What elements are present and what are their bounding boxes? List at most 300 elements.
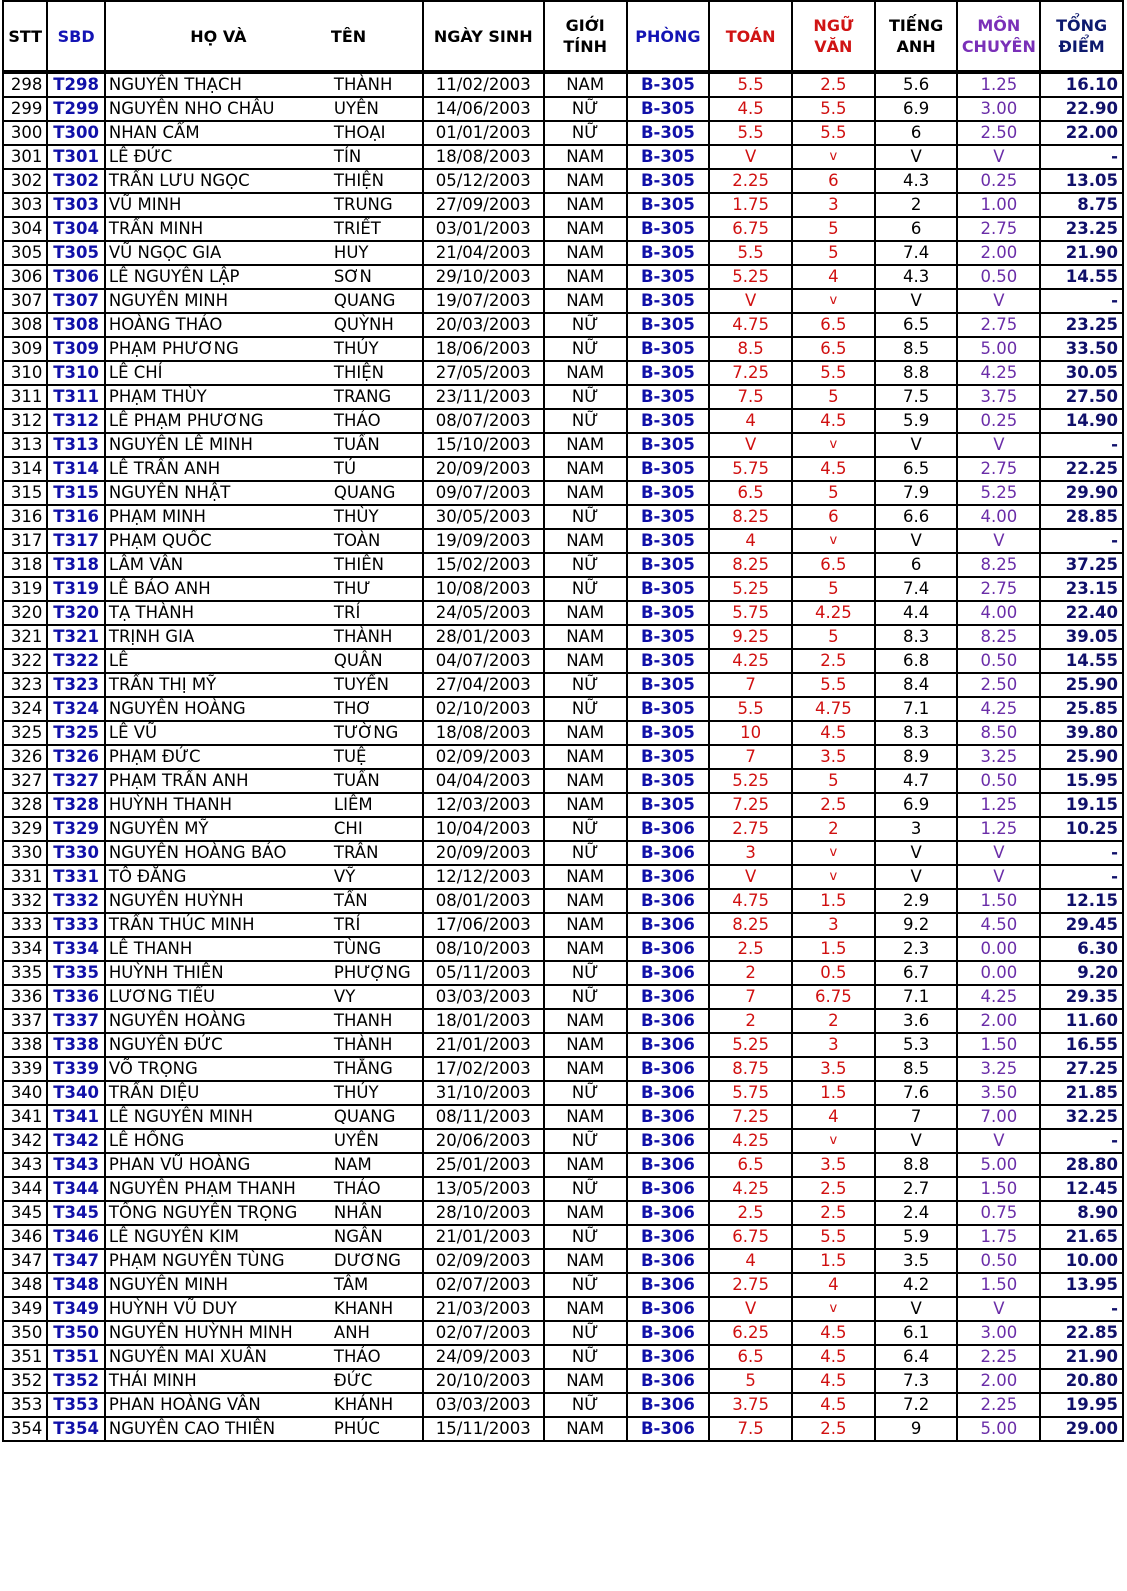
cell-sbd: T353 <box>47 1393 105 1417</box>
cell-mon-chuyen: 2.75 <box>957 217 1040 241</box>
cell-ho-va: TRẦN DIỆU <box>105 1081 331 1105</box>
cell-toan: V <box>709 289 792 313</box>
header-gioi-tinh-line2: TÍNH <box>563 37 607 56</box>
table-row <box>3 961 1123 985</box>
table-row <box>3 1081 1123 1105</box>
cell-ten: TRÍ <box>331 913 423 937</box>
cell-sbd: T335 <box>47 961 105 985</box>
cell-gioi-tinh: NỮ <box>544 313 627 337</box>
cell-sbd: T312 <box>47 409 105 433</box>
cell-stt: 351 <box>3 1345 47 1369</box>
cell-ho-va: LƯƠNG TIỂU <box>105 985 331 1009</box>
table-row <box>3 1273 1123 1297</box>
cell-ho-va: HUỲNH THIÊN <box>105 961 331 985</box>
cell-tieng-anh: 8.9 <box>875 745 958 769</box>
cell-ngay-sinh: 17/02/2003 <box>423 1057 544 1081</box>
cell-ho-va: LÊ VŨ <box>105 721 331 745</box>
cell-ngu-van: 4.75 <box>792 697 875 721</box>
table-row <box>3 72 1123 97</box>
cell-mon-chuyen: 8.25 <box>957 553 1040 577</box>
table-row <box>3 409 1123 433</box>
cell-gioi-tinh: NAM <box>544 889 627 913</box>
cell-stt: 307 <box>3 289 47 313</box>
cell-sbd: T330 <box>47 841 105 865</box>
cell-ten: QUANG <box>331 1105 423 1129</box>
cell-sbd: T342 <box>47 1129 105 1153</box>
table-row <box>3 1417 1123 1441</box>
cell-ngu-van: 4.5 <box>792 1393 875 1417</box>
table-row <box>3 385 1123 409</box>
cell-gioi-tinh: NỮ <box>544 97 627 121</box>
cell-ho-va: VŨ MINH <box>105 193 331 217</box>
cell-ngay-sinh: 02/09/2003 <box>423 745 544 769</box>
table-row <box>3 889 1123 913</box>
cell-ho-va: TÔ ĐĂNG <box>105 865 331 889</box>
cell-ngay-sinh: 12/12/2003 <box>423 865 544 889</box>
cell-gioi-tinh: NAM <box>544 193 627 217</box>
cell-gioi-tinh: NAM <box>544 937 627 961</box>
cell-ten: TUỆ <box>331 745 423 769</box>
cell-phong: B-305 <box>627 793 710 817</box>
cell-sbd: T305 <box>47 241 105 265</box>
cell-tieng-anh: 5.9 <box>875 409 958 433</box>
cell-gioi-tinh: NỮ <box>544 1129 627 1153</box>
table-row <box>3 457 1123 481</box>
cell-gioi-tinh: NAM <box>544 745 627 769</box>
cell-toan: 2 <box>709 961 792 985</box>
cell-ten: TUẤN <box>331 433 423 457</box>
cell-gioi-tinh: NAM <box>544 1249 627 1273</box>
cell-ngu-van: 2 <box>792 817 875 841</box>
cell-sbd: T306 <box>47 265 105 289</box>
cell-tong-diem: 13.95 <box>1040 1273 1123 1297</box>
cell-tieng-anh: 4.4 <box>875 601 958 625</box>
cell-toan: V <box>709 865 792 889</box>
cell-tieng-anh: 8.5 <box>875 337 958 361</box>
cell-ngu-van: 0.5 <box>792 961 875 985</box>
cell-mon-chuyen: V <box>957 841 1040 865</box>
header-phong: PHÒNG <box>627 1 710 72</box>
cell-ten: TÂM <box>331 1273 423 1297</box>
cell-toan: 6.5 <box>709 1345 792 1369</box>
cell-phong: B-305 <box>627 745 710 769</box>
cell-sbd: T347 <box>47 1249 105 1273</box>
cell-tong-diem: - <box>1040 1129 1123 1153</box>
cell-ngu-van: 2.5 <box>792 793 875 817</box>
cell-ngu-van: 1.5 <box>792 1249 875 1273</box>
cell-toan: 4.25 <box>709 1129 792 1153</box>
table-row <box>3 337 1123 361</box>
header-ngay-sinh: NGÀY SINH <box>423 1 544 72</box>
cell-ngay-sinh: 03/01/2003 <box>423 217 544 241</box>
cell-ngay-sinh: 02/10/2003 <box>423 697 544 721</box>
cell-ho-va: TỐNG NGUYỄN TRỌNG <box>105 1201 331 1225</box>
cell-tong-diem: 19.15 <box>1040 793 1123 817</box>
cell-ho-va: NGUYỄN HUỲNH MINH <box>105 1321 331 1345</box>
cell-toan: 7 <box>709 985 792 1009</box>
cell-toan: 6.75 <box>709 217 792 241</box>
cell-phong: B-306 <box>627 985 710 1009</box>
cell-ngay-sinh: 17/06/2003 <box>423 913 544 937</box>
cell-ngay-sinh: 28/10/2003 <box>423 1201 544 1225</box>
cell-gioi-tinh: NỮ <box>544 409 627 433</box>
cell-phong: B-306 <box>627 1297 710 1321</box>
cell-tieng-anh: 6 <box>875 121 958 145</box>
cell-tong-diem: 12.45 <box>1040 1177 1123 1201</box>
cell-ho-va: NGUYỄN PHẠM THANH <box>105 1177 331 1201</box>
cell-stt: 347 <box>3 1249 47 1273</box>
cell-gioi-tinh: NAM <box>544 1033 627 1057</box>
cell-tong-diem: 23.25 <box>1040 217 1123 241</box>
cell-tong-diem: 30.05 <box>1040 361 1123 385</box>
cell-tong-diem: 14.55 <box>1040 649 1123 673</box>
cell-ngay-sinh: 31/10/2003 <box>423 1081 544 1105</box>
cell-ten: THIỆN <box>331 361 423 385</box>
cell-ngay-sinh: 23/11/2003 <box>423 385 544 409</box>
cell-tong-diem: 37.25 <box>1040 553 1123 577</box>
cell-stt: 310 <box>3 361 47 385</box>
cell-toan: 2.75 <box>709 1273 792 1297</box>
cell-sbd: T303 <box>47 193 105 217</box>
cell-toan: 7.25 <box>709 793 792 817</box>
cell-mon-chuyen: V <box>957 865 1040 889</box>
cell-toan: 2.25 <box>709 169 792 193</box>
cell-mon-chuyen: 2.75 <box>957 457 1040 481</box>
cell-tieng-anh: V <box>875 529 958 553</box>
cell-toan: 7.5 <box>709 1417 792 1441</box>
cell-tong-diem: 29.45 <box>1040 913 1123 937</box>
table-row <box>3 1345 1123 1369</box>
cell-sbd: T334 <box>47 937 105 961</box>
header-gioi-tinh <box>544 1 627 72</box>
cell-ngu-van: 6.5 <box>792 553 875 577</box>
cell-ngu-van: 6.5 <box>792 313 875 337</box>
cell-toan: 4.25 <box>709 649 792 673</box>
table-row <box>3 1009 1123 1033</box>
cell-stt: 323 <box>3 673 47 697</box>
cell-ho-va: TẠ THÀNH <box>105 601 331 625</box>
header-tong-diem-line1: TỔNG <box>1056 16 1108 35</box>
table-row <box>3 745 1123 769</box>
cell-ho-va: NHAN CẨM <box>105 121 331 145</box>
cell-toan: 7.25 <box>709 1105 792 1129</box>
cell-ngay-sinh: 18/08/2003 <box>423 145 544 169</box>
cell-phong: B-305 <box>627 601 710 625</box>
cell-phong: B-305 <box>627 313 710 337</box>
cell-mon-chuyen: 5.00 <box>957 337 1040 361</box>
cell-gioi-tinh: NAM <box>544 145 627 169</box>
cell-sbd: T315 <box>47 481 105 505</box>
cell-phong: B-305 <box>627 121 710 145</box>
cell-ho-va: VÕ TRỌNG <box>105 1057 331 1081</box>
cell-phong: B-305 <box>627 241 710 265</box>
cell-mon-chuyen: 0.25 <box>957 169 1040 193</box>
cell-ngu-van: 2.5 <box>792 1177 875 1201</box>
cell-tieng-anh: 6.9 <box>875 793 958 817</box>
cell-phong: B-306 <box>627 1081 710 1105</box>
cell-tieng-anh: 7.1 <box>875 697 958 721</box>
cell-mon-chuyen: 0.50 <box>957 769 1040 793</box>
cell-ngu-van: v <box>792 841 875 865</box>
cell-sbd: T324 <box>47 697 105 721</box>
header-tieng-anh-line1: TIẾNG <box>888 16 944 35</box>
cell-ngu-van: 5 <box>792 241 875 265</box>
cell-ten: THÀNH <box>331 72 423 97</box>
cell-tong-diem: 21.90 <box>1040 241 1123 265</box>
cell-mon-chuyen: 0.50 <box>957 265 1040 289</box>
cell-ho-va: LÊ <box>105 649 331 673</box>
cell-tieng-anh: 6.1 <box>875 1321 958 1345</box>
cell-mon-chuyen: 2.75 <box>957 577 1040 601</box>
cell-ho-va: TRẦN MINH <box>105 217 331 241</box>
cell-sbd: T332 <box>47 889 105 913</box>
cell-ngay-sinh: 18/06/2003 <box>423 337 544 361</box>
table-row <box>3 1105 1123 1129</box>
cell-tong-diem: - <box>1040 145 1123 169</box>
cell-stt: 330 <box>3 841 47 865</box>
cell-gioi-tinh: NỮ <box>544 1393 627 1417</box>
cell-tong-diem: 11.60 <box>1040 1009 1123 1033</box>
cell-ho-va: NGUYỄN HUỲNH <box>105 889 331 913</box>
cell-toan: 10 <box>709 721 792 745</box>
cell-ngu-van: 5 <box>792 769 875 793</box>
cell-toan: 4 <box>709 1249 792 1273</box>
cell-ngu-van: v <box>792 1297 875 1321</box>
cell-tong-diem: 27.25 <box>1040 1057 1123 1081</box>
cell-ho-va: NGUYỄN ĐỨC <box>105 1033 331 1057</box>
cell-tong-diem: 8.75 <box>1040 193 1123 217</box>
cell-ngu-van: 4.25 <box>792 601 875 625</box>
cell-tieng-anh: 2.4 <box>875 1201 958 1225</box>
cell-phong: B-306 <box>627 913 710 937</box>
cell-tieng-anh: V <box>875 289 958 313</box>
cell-gioi-tinh: NỮ <box>544 121 627 145</box>
cell-gioi-tinh: NAM <box>544 241 627 265</box>
cell-ten: TRIẾT <box>331 217 423 241</box>
cell-tieng-anh: 2.7 <box>875 1177 958 1201</box>
cell-toan: 4 <box>709 409 792 433</box>
cell-sbd: T299 <box>47 97 105 121</box>
cell-ngay-sinh: 27/04/2003 <box>423 673 544 697</box>
cell-tong-diem: 39.05 <box>1040 625 1123 649</box>
cell-gioi-tinh: NAM <box>544 529 627 553</box>
cell-tong-diem: 33.50 <box>1040 337 1123 361</box>
cell-ho-va: VŨ NGỌC GIA <box>105 241 331 265</box>
cell-ten: NGÂN <box>331 1225 423 1249</box>
cell-tong-diem: 16.55 <box>1040 1033 1123 1057</box>
cell-ho-va: LÊ CHÍ <box>105 361 331 385</box>
cell-phong: B-305 <box>627 553 710 577</box>
cell-ho-va: HUỲNH VŨ DUY <box>105 1297 331 1321</box>
cell-mon-chuyen: V <box>957 529 1040 553</box>
cell-phong: B-305 <box>627 577 710 601</box>
cell-sbd: T333 <box>47 913 105 937</box>
cell-gioi-tinh: NAM <box>544 289 627 313</box>
cell-gioi-tinh: NAM <box>544 1369 627 1393</box>
cell-ngay-sinh: 11/02/2003 <box>423 72 544 97</box>
cell-ngu-van: 3 <box>792 913 875 937</box>
cell-mon-chuyen: 2.75 <box>957 313 1040 337</box>
cell-ten: QUANG <box>331 481 423 505</box>
cell-stt: 328 <box>3 793 47 817</box>
cell-ten: TÚ <box>331 457 423 481</box>
cell-mon-chuyen: 2.00 <box>957 241 1040 265</box>
cell-tong-diem: 16.10 <box>1040 72 1123 97</box>
cell-ngu-van: 4 <box>792 1105 875 1129</box>
cell-toan: 7 <box>709 745 792 769</box>
cell-ngu-van: 3.5 <box>792 1057 875 1081</box>
cell-tong-diem: 29.35 <box>1040 985 1123 1009</box>
cell-ho-va: NGUYỄN HOÀNG <box>105 1009 331 1033</box>
cell-tieng-anh: 4.2 <box>875 1273 958 1297</box>
cell-stt: 301 <box>3 145 47 169</box>
cell-ho-va: NGUYỄN NHO CHÂU <box>105 97 331 121</box>
cell-mon-chuyen: 4.25 <box>957 361 1040 385</box>
cell-ngu-van: 6 <box>792 169 875 193</box>
cell-mon-chuyen: 4.25 <box>957 697 1040 721</box>
cell-gioi-tinh: NAM <box>544 625 627 649</box>
cell-stt: 324 <box>3 697 47 721</box>
cell-gioi-tinh: NỮ <box>544 841 627 865</box>
header-mon-chuyen-line2: CHUYÊN <box>961 37 1036 56</box>
cell-phong: B-306 <box>627 1321 710 1345</box>
table-row <box>3 1321 1123 1345</box>
cell-sbd: T351 <box>47 1345 105 1369</box>
cell-stt: 312 <box>3 409 47 433</box>
cell-gioi-tinh: NỮ <box>544 1345 627 1369</box>
cell-mon-chuyen: 2.25 <box>957 1393 1040 1417</box>
cell-gioi-tinh: NAM <box>544 1417 627 1441</box>
cell-ngu-van: 2.5 <box>792 1201 875 1225</box>
cell-gioi-tinh: NAM <box>544 481 627 505</box>
table-row <box>3 121 1123 145</box>
cell-ten: TOÀN <box>331 529 423 553</box>
cell-ho-va: LÊ TRẦN ANH <box>105 457 331 481</box>
cell-ngu-van: v <box>792 1129 875 1153</box>
cell-gioi-tinh: NỮ <box>544 505 627 529</box>
cell-stt: 318 <box>3 553 47 577</box>
table-row <box>3 1201 1123 1225</box>
cell-mon-chuyen: 1.50 <box>957 1033 1040 1057</box>
cell-mon-chuyen: 2.50 <box>957 121 1040 145</box>
cell-mon-chuyen: 1.75 <box>957 1225 1040 1249</box>
cell-toan: 4.25 <box>709 1177 792 1201</box>
cell-stt: 343 <box>3 1153 47 1177</box>
cell-phong: B-305 <box>627 145 710 169</box>
table-row <box>3 1393 1123 1417</box>
cell-toan: 7.25 <box>709 361 792 385</box>
cell-tong-diem: 39.80 <box>1040 721 1123 745</box>
cell-tieng-anh: 8.8 <box>875 1153 958 1177</box>
header-stt: STT <box>3 1 47 72</box>
cell-ho-va: LÊ THANH <box>105 937 331 961</box>
cell-tong-diem: 32.25 <box>1040 1105 1123 1129</box>
cell-ho-va: HOÀNG THẢO <box>105 313 331 337</box>
cell-tong-diem: - <box>1040 841 1123 865</box>
cell-phong: B-305 <box>627 649 710 673</box>
cell-ngay-sinh: 21/03/2003 <box>423 1297 544 1321</box>
cell-stt: 303 <box>3 193 47 217</box>
cell-tong-diem: 14.90 <box>1040 409 1123 433</box>
cell-gioi-tinh: NAM <box>544 72 627 97</box>
table-row <box>3 841 1123 865</box>
cell-toan: 4 <box>709 529 792 553</box>
cell-tieng-anh: 7.9 <box>875 481 958 505</box>
cell-mon-chuyen: 0.50 <box>957 1249 1040 1273</box>
cell-ngu-van: 4 <box>792 1273 875 1297</box>
cell-toan: 5 <box>709 1369 792 1393</box>
cell-stt: 346 <box>3 1225 47 1249</box>
cell-mon-chuyen: 3.50 <box>957 1081 1040 1105</box>
cell-sbd: T352 <box>47 1369 105 1393</box>
cell-tieng-anh: 7.6 <box>875 1081 958 1105</box>
cell-ngay-sinh: 10/08/2003 <box>423 577 544 601</box>
cell-tieng-anh: 2 <box>875 193 958 217</box>
cell-stt: 329 <box>3 817 47 841</box>
cell-toan: 5.75 <box>709 457 792 481</box>
cell-stt: 298 <box>3 72 47 97</box>
cell-phong: B-305 <box>627 193 710 217</box>
cell-stt: 332 <box>3 889 47 913</box>
cell-tong-diem: 29.00 <box>1040 1417 1123 1441</box>
cell-ngu-van: 3.5 <box>792 1153 875 1177</box>
table-row <box>3 193 1123 217</box>
cell-gioi-tinh: NAM <box>544 649 627 673</box>
cell-tieng-anh: 7.3 <box>875 1369 958 1393</box>
cell-ten: PHƯỢNG <box>331 961 423 985</box>
cell-phong: B-305 <box>627 625 710 649</box>
cell-ngu-van: 5.5 <box>792 673 875 697</box>
cell-ngu-van: 4.5 <box>792 1345 875 1369</box>
cell-toan: 8.25 <box>709 913 792 937</box>
cell-ho-va: LÊ NGUYỄN KIM <box>105 1225 331 1249</box>
table-row <box>3 721 1123 745</box>
cell-ngu-van: 4 <box>792 265 875 289</box>
cell-ho-va: NGUYỄN MAI XUÂN <box>105 1345 331 1369</box>
cell-mon-chuyen: 4.00 <box>957 601 1040 625</box>
cell-ngu-van: 2.5 <box>792 1417 875 1441</box>
cell-mon-chuyen: 1.50 <box>957 1177 1040 1201</box>
cell-stt: 317 <box>3 529 47 553</box>
table-row <box>3 769 1123 793</box>
cell-ngu-van: 4.5 <box>792 1369 875 1393</box>
cell-tong-diem: 22.00 <box>1040 121 1123 145</box>
cell-phong: B-306 <box>627 961 710 985</box>
table-row <box>3 241 1123 265</box>
cell-phong: B-305 <box>627 265 710 289</box>
cell-mon-chuyen: 1.50 <box>957 889 1040 913</box>
cell-toan: 7 <box>709 673 792 697</box>
cell-ngu-van: 3 <box>792 1033 875 1057</box>
cell-tong-diem: 14.55 <box>1040 265 1123 289</box>
cell-ngay-sinh: 15/02/2003 <box>423 553 544 577</box>
cell-toan: 5.25 <box>709 1033 792 1057</box>
cell-ten: KHÁNH <box>331 1393 423 1417</box>
cell-tieng-anh: 7.1 <box>875 985 958 1009</box>
table-row <box>3 697 1123 721</box>
cell-ngu-van: 2 <box>792 1009 875 1033</box>
cell-mon-chuyen: 5.00 <box>957 1417 1040 1441</box>
cell-tong-diem: 21.85 <box>1040 1081 1123 1105</box>
cell-tong-diem: 25.85 <box>1040 697 1123 721</box>
cell-phong: B-305 <box>627 673 710 697</box>
header-mon-chuyen <box>957 1 1040 72</box>
cell-gioi-tinh: NỮ <box>544 1273 627 1297</box>
cell-sbd: T337 <box>47 1009 105 1033</box>
cell-mon-chuyen: 0.00 <box>957 937 1040 961</box>
cell-mon-chuyen: 3.00 <box>957 97 1040 121</box>
cell-sbd: T354 <box>47 1417 105 1441</box>
